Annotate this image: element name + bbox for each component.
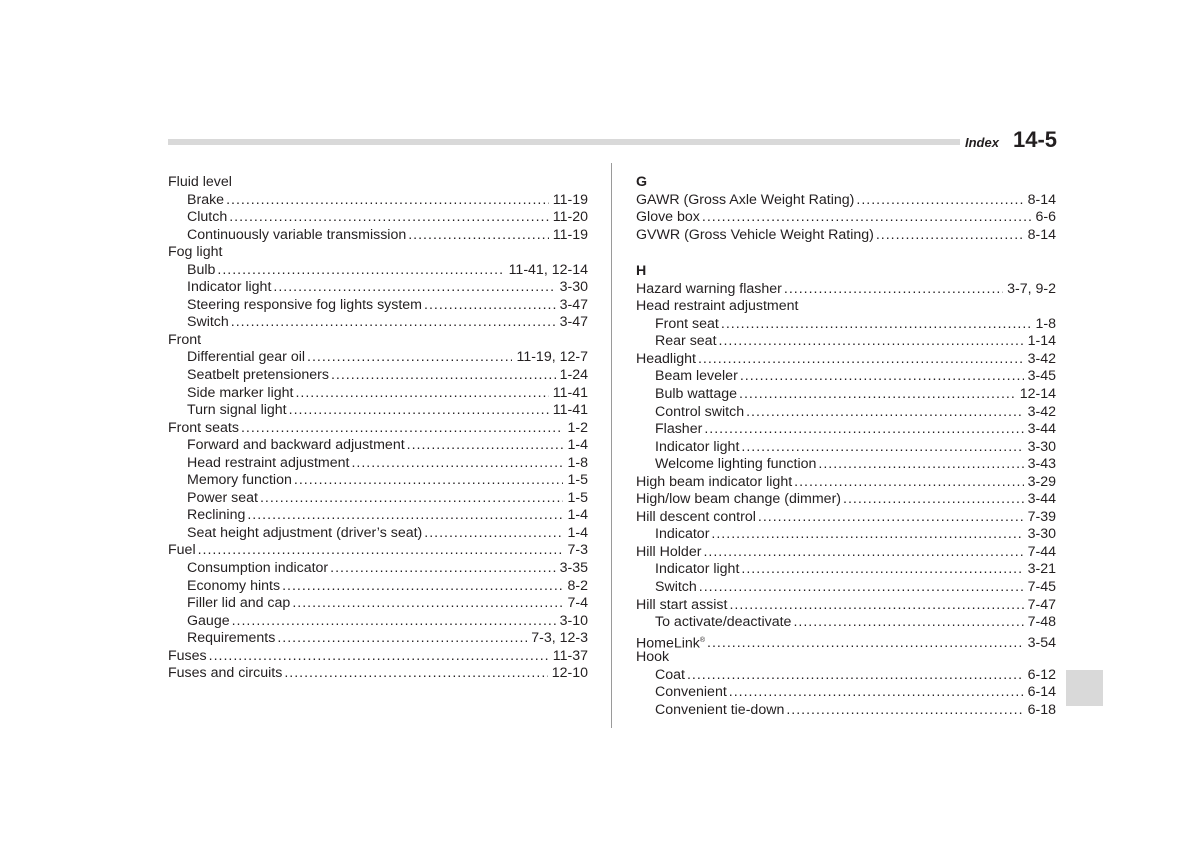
- index-subentry: [636, 702, 1056, 720]
- entry-label: [636, 649, 669, 667]
- index-entry: [636, 351, 1056, 369]
- page-reference: 6-12: [1027, 666, 1056, 683]
- dot-leader: [294, 472, 564, 490]
- index-subentry: [168, 367, 588, 385]
- index-subentry: [168, 314, 588, 332]
- index-subentry: [168, 578, 588, 596]
- entry-label: [187, 367, 329, 385]
- page-reference: 3-43: [1027, 456, 1056, 473]
- chapter-thumb-tab: [1066, 670, 1103, 706]
- entry-label: [636, 227, 874, 245]
- index-subentry: [168, 595, 588, 613]
- dot-leader: [793, 614, 1023, 632]
- page-reference: 7-48: [1027, 614, 1056, 631]
- entry-label: [168, 665, 282, 683]
- index-subentry: [168, 560, 588, 578]
- entry-label-text: Power seat: [187, 489, 258, 506]
- entry-label: [655, 404, 744, 422]
- index-entry: [636, 509, 1056, 527]
- page-reference: 3-30: [559, 279, 588, 296]
- dot-leader: [876, 227, 1024, 245]
- page-reference: 6-18: [1027, 701, 1056, 718]
- page-reference: 3-42: [1027, 403, 1056, 420]
- entry-label: [187, 490, 258, 508]
- index-column-right: [636, 174, 1056, 719]
- entry-label-text: High beam indicator light: [636, 473, 793, 490]
- page-reference: 12-14: [1019, 386, 1056, 403]
- dot-leader: [226, 192, 549, 210]
- entry-label-text: Hazard warning flasher: [636, 280, 782, 297]
- dot-leader: [707, 635, 1024, 653]
- entry-label-text: Side marker light: [187, 384, 294, 401]
- page-reference: 1-4: [567, 437, 588, 454]
- entry-label-text: Hill start assist: [636, 596, 728, 613]
- index-entry: [168, 542, 588, 560]
- index-subentry: [168, 630, 588, 648]
- index-entry: [636, 597, 1056, 615]
- dot-leader: [424, 525, 563, 543]
- index-entry: [168, 244, 588, 262]
- entry-label: [168, 420, 239, 438]
- entry-label: [187, 507, 245, 525]
- index-subentry: [636, 404, 1056, 422]
- page-reference: 1-14: [1027, 333, 1056, 350]
- entry-label-text: Beam leveler: [655, 368, 738, 385]
- page-reference: 11-41: [552, 384, 588, 401]
- index-subentry: [636, 667, 1056, 685]
- dot-leader: [330, 560, 555, 578]
- page-reference: 3-29: [1027, 473, 1056, 490]
- index-subentry: [636, 386, 1056, 404]
- index-subentry: [636, 526, 1056, 544]
- page-reference: 11-19: [552, 226, 588, 243]
- entry-label-text: Bulb: [187, 261, 216, 278]
- index-entry: [636, 192, 1056, 210]
- dot-leader: [741, 561, 1023, 579]
- dot-leader: [687, 667, 1024, 685]
- entry-label: [187, 630, 275, 648]
- entry-label-text: Welcome lighting function: [655, 456, 817, 473]
- page-reference: 3-7, 9-2: [1007, 280, 1056, 297]
- index-entry: [636, 298, 1056, 316]
- registered-mark: ®: [699, 636, 706, 644]
- section-title: Index: [965, 135, 999, 150]
- index-subentry: [636, 684, 1056, 702]
- index-entry: [636, 491, 1056, 509]
- dot-leader: [217, 262, 504, 280]
- dot-leader: [260, 490, 564, 508]
- page-reference: 11-41, 12-14: [508, 261, 588, 278]
- page-reference: 3-44: [1027, 421, 1056, 438]
- entry-label: [636, 209, 700, 227]
- entry-label-text: Front seat: [655, 315, 719, 332]
- page-reference: 1-5: [567, 472, 588, 489]
- entry-label-text: Hook: [636, 649, 670, 666]
- page-reference: 6-14: [1027, 684, 1056, 701]
- entry-label-text: High/low beam change (dimmer): [636, 491, 842, 508]
- page-reference: 7-3: [567, 542, 588, 559]
- letter-heading-h: H: [636, 263, 647, 280]
- index-entry: [636, 209, 1056, 227]
- index-entry: [636, 544, 1056, 562]
- entry-label: [187, 262, 215, 280]
- page-reference: 7-45: [1027, 579, 1056, 596]
- entry-label: [187, 349, 305, 367]
- dot-leader: [289, 402, 549, 420]
- index-subentry: [168, 525, 588, 543]
- index-subentry: [636, 579, 1056, 597]
- entry-label-text: Control switch: [655, 403, 745, 420]
- index-subentry: [168, 613, 588, 631]
- entry-label: [187, 613, 230, 631]
- index-subentry: [636, 439, 1056, 457]
- page-reference: 3-30: [1027, 438, 1056, 455]
- index-group-g: [636, 192, 1056, 245]
- entry-label-text: Continuously variable transmission: [187, 226, 407, 243]
- page-reference: 8-14: [1027, 191, 1056, 208]
- index-subentry: [168, 349, 588, 367]
- entry-label: [636, 544, 701, 562]
- index-subentry: [168, 279, 588, 297]
- page-reference: 3-21: [1027, 561, 1056, 578]
- entry-label-text: Switch: [187, 314, 229, 331]
- entry-label: [187, 472, 292, 490]
- entry-label-text: Fuses: [168, 647, 207, 664]
- entry-label: [168, 542, 196, 560]
- index-subentry: [168, 385, 588, 403]
- entry-label: [187, 437, 405, 455]
- entry-label: [655, 579, 697, 597]
- entry-label: [168, 174, 232, 192]
- dot-leader: [702, 209, 1032, 227]
- entry-label: [655, 333, 717, 351]
- index-subentry: [168, 472, 588, 490]
- page-reference: 3-45: [1027, 368, 1056, 385]
- dot-leader: [198, 542, 564, 560]
- entry-label: [187, 209, 227, 227]
- page-reference: 3-44: [1027, 491, 1056, 508]
- page-reference: 7-44: [1027, 543, 1056, 560]
- entry-label-text: Head restraint adjustment: [636, 298, 799, 315]
- entry-label-text: Turn signal light: [187, 402, 287, 419]
- entry-label: [655, 667, 685, 685]
- entry-label: [655, 561, 739, 579]
- entry-label-text: Headlight: [636, 350, 696, 367]
- entry-label-text: Economy hints: [187, 577, 281, 594]
- page-reference: 3-42: [1027, 350, 1056, 367]
- entry-label-text: Rear seat: [655, 333, 717, 350]
- entry-label-text: Filler lid and cap: [187, 595, 291, 612]
- index-subentry: [168, 297, 588, 315]
- page-reference: 1-8: [567, 454, 588, 471]
- page-reference: 7-47: [1027, 596, 1056, 613]
- index-subentry: [636, 368, 1056, 386]
- dot-leader: [741, 439, 1023, 457]
- entry-label-text: Fluid level: [168, 174, 232, 190]
- dot-leader: [746, 404, 1023, 422]
- page-reference: 3-47: [559, 314, 588, 331]
- entry-label: [187, 578, 280, 596]
- index-entry: [168, 174, 588, 192]
- dot-leader: [331, 367, 556, 385]
- dot-leader: [843, 491, 1024, 509]
- page-reference: 7-4: [567, 595, 588, 612]
- page-reference: 11-41: [552, 402, 588, 419]
- index-entry: [636, 632, 1056, 650]
- dot-leader: [241, 420, 564, 438]
- index-group-h: [636, 281, 1056, 720]
- entry-label-text: GVWR (Gross Vehicle Weight Rating): [636, 226, 874, 243]
- entry-label: [636, 298, 798, 316]
- page-reference: 1-8: [1035, 315, 1056, 332]
- index-entry: [636, 227, 1056, 245]
- page-reference: 12-10: [551, 665, 588, 682]
- index-subentry: [168, 455, 588, 473]
- index-entry: [168, 665, 588, 683]
- page-reference: 1-24: [559, 367, 588, 384]
- entry-label: [636, 474, 792, 492]
- entry-label-text: To activate/deactivate: [655, 614, 792, 631]
- entry-label-text: Indicator light: [655, 561, 740, 578]
- entry-label-text: Consumption indicator: [187, 560, 329, 577]
- page-reference: 11-20: [552, 209, 588, 226]
- dot-leader: [699, 579, 1024, 597]
- dot-leader: [786, 702, 1023, 720]
- dot-leader: [740, 368, 1024, 386]
- entry-label: [168, 648, 207, 666]
- entry-label-text: Hill descent control: [636, 508, 756, 525]
- entry-label: [655, 526, 709, 544]
- dot-leader: [273, 279, 555, 297]
- entry-label-text: Indicator light: [655, 438, 740, 455]
- page-reference: 1-5: [567, 489, 588, 506]
- page-reference: 3-10: [559, 612, 588, 629]
- index-subentry: [636, 421, 1056, 439]
- page-reference: 11-19: [552, 191, 588, 208]
- dot-leader: [794, 474, 1023, 492]
- dot-leader: [856, 192, 1023, 210]
- entry-label-text: Convenient tie-down: [655, 701, 785, 718]
- entry-label-text: Clutch: [187, 209, 228, 226]
- entry-label: [636, 351, 696, 369]
- entry-label: [168, 244, 222, 262]
- entry-label: [187, 227, 406, 245]
- letter-heading-g: G: [636, 174, 648, 190]
- entry-label-text: Forward and backward adjustment: [187, 437, 405, 454]
- dot-leader: [721, 316, 1032, 334]
- page-reference: 1-4: [567, 524, 588, 541]
- dot-leader: [284, 665, 547, 683]
- dot-leader: [698, 351, 1024, 369]
- page-reference: 1-2: [567, 419, 588, 436]
- entry-label: [655, 456, 816, 474]
- entry-label-text: Indicator: [655, 526, 710, 543]
- dot-leader: [307, 349, 512, 367]
- entry-label-text: HomeLink: [636, 635, 700, 652]
- dot-leader: [209, 648, 549, 666]
- index-entry: [168, 648, 588, 666]
- entry-label-text: Switch: [655, 579, 697, 596]
- page-number: 14-5: [1013, 127, 1058, 152]
- dot-leader: [711, 526, 1023, 544]
- index-entry: [168, 332, 588, 350]
- entry-label-text: Memory function: [187, 472, 292, 489]
- entry-label-text: Fog light: [168, 244, 223, 261]
- entry-label: [636, 491, 841, 509]
- page-reference: 1-4: [567, 507, 588, 524]
- dot-leader: [729, 597, 1023, 615]
- dot-leader: [231, 314, 556, 332]
- entry-label-text: GAWR (Gross Axle Weight Rating): [636, 191, 855, 208]
- entry-label: [655, 702, 784, 720]
- index-subentry: [168, 490, 588, 508]
- index-subentry: [168, 262, 588, 280]
- dot-leader: [758, 509, 1024, 527]
- dot-leader: [719, 333, 1024, 351]
- entry-label: [187, 455, 349, 473]
- page-reference: 7-3, 12-3: [531, 630, 588, 647]
- entry-label: [187, 402, 287, 420]
- index-subentry: [168, 402, 588, 420]
- dot-leader: [295, 385, 548, 403]
- page-reference: 8-2: [567, 577, 588, 594]
- index-entry: [168, 420, 588, 438]
- dot-leader: [703, 544, 1023, 562]
- index-subentry: [168, 437, 588, 455]
- entry-label: [636, 281, 782, 299]
- dot-leader: [818, 456, 1023, 474]
- entry-label-text: Flasher: [655, 421, 703, 438]
- entry-label: [655, 684, 727, 702]
- entry-label-text: Indicator light: [187, 279, 272, 296]
- index-subentry: [636, 561, 1056, 579]
- entry-label: [187, 314, 229, 332]
- dot-leader: [277, 630, 527, 648]
- index-subentry: [636, 456, 1056, 474]
- entry-label-text: Hill Holder: [636, 543, 702, 560]
- entry-label-text: Differential gear oil: [187, 349, 306, 366]
- dot-leader: [784, 281, 1003, 299]
- index-subentry: [168, 192, 588, 210]
- page-reference: 3-54: [1027, 635, 1056, 652]
- entry-label-text: Fuses and circuits: [168, 665, 283, 682]
- entry-label: [187, 595, 290, 613]
- dot-leader: [729, 684, 1024, 702]
- entry-label-text: Head restraint adjustment: [187, 454, 350, 471]
- entry-label-text: Front seats: [168, 419, 239, 436]
- index-subentry: [636, 316, 1056, 334]
- dot-leader: [704, 421, 1023, 439]
- entry-label: [187, 297, 422, 315]
- index-subentry: [636, 333, 1056, 351]
- page-reference: 8-14: [1027, 226, 1056, 243]
- index-subentry: [168, 209, 588, 227]
- entry-label-text: Front: [168, 331, 202, 348]
- index-subentry: [168, 507, 588, 525]
- entry-label-text: Bulb wattage: [655, 386, 738, 403]
- dot-leader: [739, 386, 1016, 404]
- dot-leader: [407, 437, 564, 455]
- entry-label: [187, 279, 271, 297]
- entry-label-text: Coat: [655, 666, 685, 683]
- entry-label: [655, 614, 791, 632]
- entry-label: [187, 192, 224, 210]
- dot-leader: [282, 578, 563, 596]
- dot-leader: [229, 209, 549, 227]
- page-reference: 3-35: [559, 560, 588, 577]
- page-reference: 7-39: [1027, 508, 1056, 525]
- group-spacer: [636, 244, 1056, 263]
- dot-leader: [292, 595, 563, 613]
- column-divider: [611, 163, 612, 728]
- entry-label: [168, 332, 201, 350]
- entry-label-text: Reclining: [187, 507, 246, 524]
- entry-label: [655, 368, 738, 386]
- entry-label-text: Fuel: [168, 542, 196, 559]
- dot-leader: [247, 507, 563, 525]
- page-reference: 6-6: [1035, 209, 1056, 226]
- page-reference: 11-37: [552, 647, 588, 664]
- entry-label-text: Steering responsive fog lights system: [187, 296, 422, 313]
- index-subentry: [636, 614, 1056, 632]
- index-subentry: [168, 227, 588, 245]
- entry-label: [655, 439, 739, 457]
- dot-leader: [408, 227, 549, 245]
- entry-label: [636, 509, 756, 527]
- page-reference: 3-30: [1027, 526, 1056, 543]
- entry-label-text: Seat height adjustment (driver’s seat): [187, 524, 423, 541]
- entry-label-text: Seatbelt pretensioners: [187, 367, 329, 384]
- dot-leader: [424, 297, 556, 315]
- page-reference: 11-19, 12-7: [516, 349, 588, 366]
- entry-label-text: Glove box: [636, 209, 700, 226]
- index-entry: [636, 281, 1056, 299]
- entry-label: [636, 597, 727, 615]
- entry-label-text: Convenient: [655, 684, 727, 701]
- dot-leader: [232, 613, 556, 631]
- page-reference: 3-47: [559, 296, 588, 313]
- entry-label: [655, 421, 702, 439]
- index-entry: [636, 474, 1056, 492]
- entry-label: [187, 385, 293, 403]
- entry-label: [655, 386, 737, 404]
- entry-label-text: Requirements: [187, 630, 276, 647]
- header-rule: [168, 139, 960, 145]
- entry-label: [636, 192, 854, 210]
- dot-leader: [351, 455, 563, 473]
- entry-label: [187, 560, 328, 578]
- entry-label-text: Gauge: [187, 612, 230, 629]
- entry-label: [655, 316, 719, 334]
- index-column-left: [168, 174, 588, 683]
- entry-label-text: Brake: [187, 191, 225, 208]
- entry-label: [187, 525, 422, 543]
